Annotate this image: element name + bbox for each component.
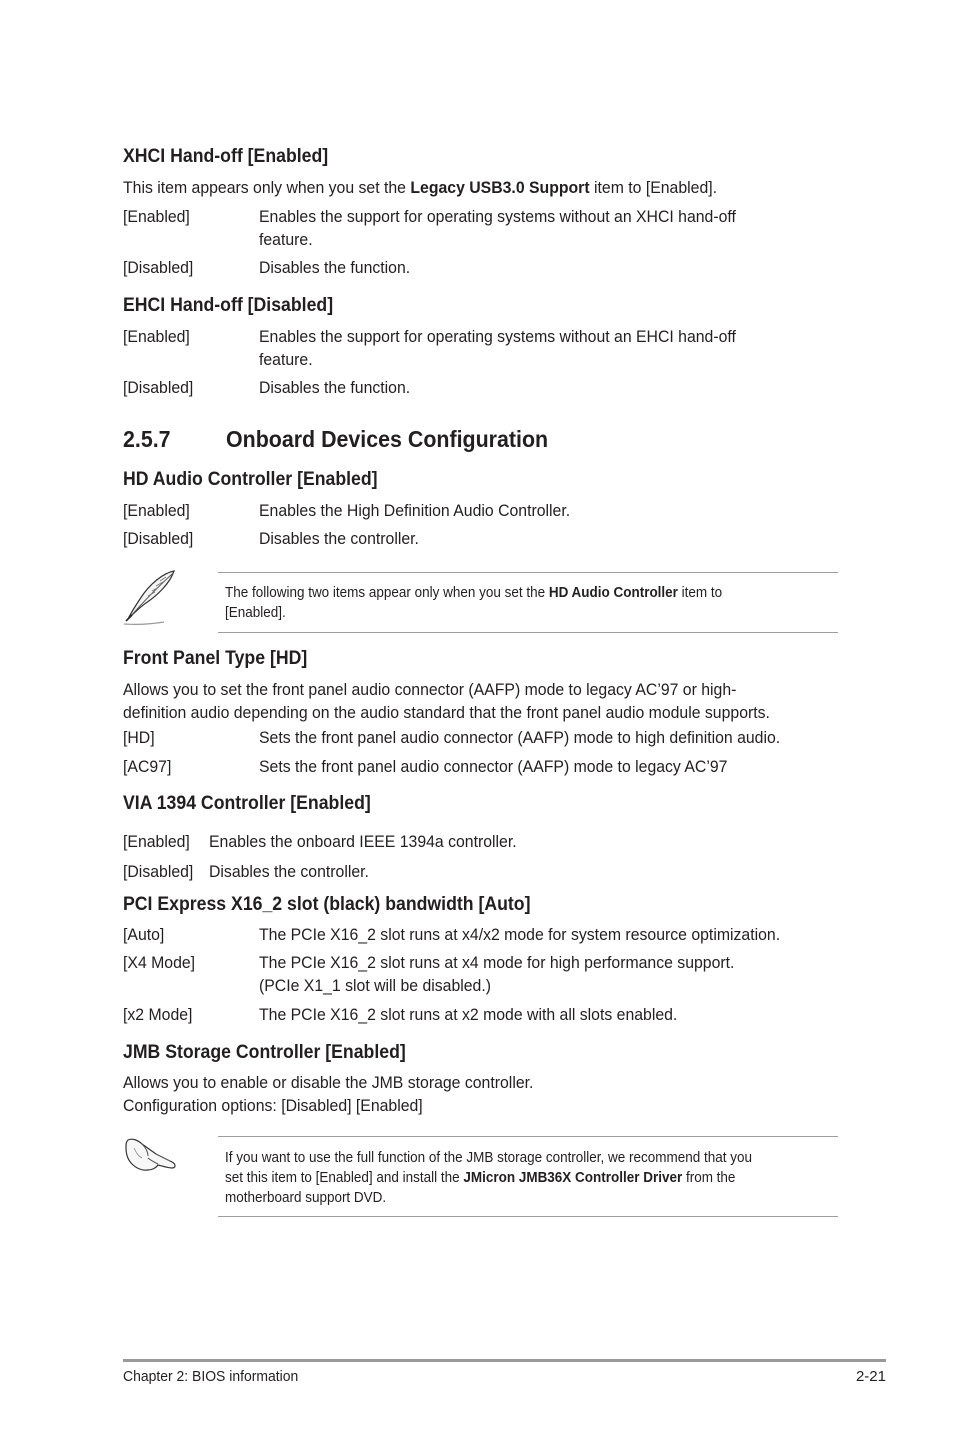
xhci-intro: This item appears only when you set the Legacy USB3.0 Support item to [Enabled]. bbox=[123, 178, 718, 197]
xhci-heading: XHCI Hand-off [Enabled] bbox=[123, 146, 329, 167]
note-text-cont: motherboard support DVD. bbox=[225, 1190, 387, 1206]
jmb-options: Configuration options: [Disabled] [Enabled] bbox=[123, 1096, 423, 1115]
option-key: [Enabled] bbox=[123, 327, 190, 346]
jmb-intro: Allows you to enable or disable the JMB storage controller. bbox=[123, 1073, 534, 1092]
option-key: [Disabled] bbox=[123, 258, 194, 277]
note-bottom-rule bbox=[218, 1216, 838, 1217]
option-key: [AC97] bbox=[123, 757, 172, 776]
option-desc: Enables the onboard IEEE 1394a controller. bbox=[209, 832, 517, 851]
option-desc: The PCIe X16_2 slot runs at x4 mode for high performance support. bbox=[259, 953, 735, 972]
option-desc: Sets the front panel audio connector (AAFP) mode to high definition audio. bbox=[259, 728, 781, 747]
section-number: 2.5.7 bbox=[123, 426, 171, 452]
pointing-hand-icon bbox=[122, 1134, 180, 1176]
via1394-heading: VIA 1394 Controller [Enabled] bbox=[123, 793, 371, 814]
option-key: [Enabled] bbox=[123, 207, 190, 226]
note-bottom-rule bbox=[218, 632, 838, 633]
front-panel-intro-cont: definition audio depending on the audio standard that the front panel audio module supports. bbox=[123, 703, 770, 722]
option-key: [X4 Mode] bbox=[123, 953, 196, 972]
option-desc: Disables the function. bbox=[259, 378, 411, 397]
option-desc: Disables the controller. bbox=[259, 529, 419, 548]
option-desc-cont: feature. bbox=[259, 350, 313, 369]
option-key: [Enabled] bbox=[123, 501, 190, 520]
option-desc-cont: (PCIe X1_1 slot will be disabled.) bbox=[259, 976, 492, 995]
option-desc: The PCIe X16_2 slot runs at x2 mode with all slots enabled. bbox=[259, 1005, 678, 1024]
note-text-cont: [Enabled]. bbox=[225, 605, 286, 621]
option-key: [Disabled] bbox=[123, 529, 194, 548]
note-top-rule bbox=[218, 1136, 838, 1137]
footer-rule bbox=[123, 1359, 886, 1362]
option-key: [HD] bbox=[123, 728, 155, 747]
front-panel-heading: Front Panel Type [HD] bbox=[123, 648, 308, 669]
ehci-heading: EHCI Hand-off [Disabled] bbox=[123, 295, 334, 316]
note-text-cont: set this item to [Enabled] and install the JMicron JMB36X Controller Driver from the bbox=[225, 1170, 736, 1186]
option-desc: Enables the support for operating systems without an EHCI hand-off bbox=[259, 327, 736, 346]
option-desc-cont: feature. bbox=[259, 230, 313, 249]
footer-chapter: Chapter 2: BIOS information bbox=[123, 1368, 299, 1385]
note-text: The following two items appear only when you set the HD Audio Controller item to bbox=[225, 585, 723, 601]
option-key: [Auto] bbox=[123, 925, 165, 944]
option-key: [Disabled] bbox=[123, 378, 194, 397]
option-desc: Disables the function. bbox=[259, 258, 411, 277]
note-top-rule bbox=[218, 572, 838, 573]
option-desc: Enables the High Definition Audio Controller. bbox=[259, 501, 571, 520]
pcie-heading: PCI Express X16_2 slot (black) bandwidth [Auto] bbox=[123, 894, 531, 915]
option-desc: The PCIe X16_2 slot runs at x4/x2 mode for system resource optimization. bbox=[259, 925, 781, 944]
note-text: If you want to use the full function of the JMB storage controller, we recommend that you bbox=[225, 1150, 752, 1166]
option-desc: Enables the support for operating systems without an XHCI hand-off bbox=[259, 207, 736, 226]
hd-audio-heading: HD Audio Controller [Enabled] bbox=[123, 469, 378, 490]
page-number: 2-21 bbox=[855, 1368, 886, 1385]
option-key: [x2 Mode] bbox=[123, 1005, 193, 1024]
option-desc: Disables the controller. bbox=[209, 862, 369, 881]
option-key: [Disabled] bbox=[123, 862, 194, 881]
section-title: Onboard Devices Configuration bbox=[226, 426, 549, 452]
option-key: [Enabled] bbox=[123, 832, 190, 851]
front-panel-intro: Allows you to set the front panel audio connector (AAFP) mode to legacy AC’97 or high- bbox=[123, 680, 737, 699]
jmb-heading: JMB Storage Controller [Enabled] bbox=[123, 1042, 406, 1063]
option-desc: Sets the front panel audio connector (AAFP) mode to legacy AC’97 bbox=[259, 757, 728, 776]
pen-note-icon bbox=[120, 567, 180, 627]
